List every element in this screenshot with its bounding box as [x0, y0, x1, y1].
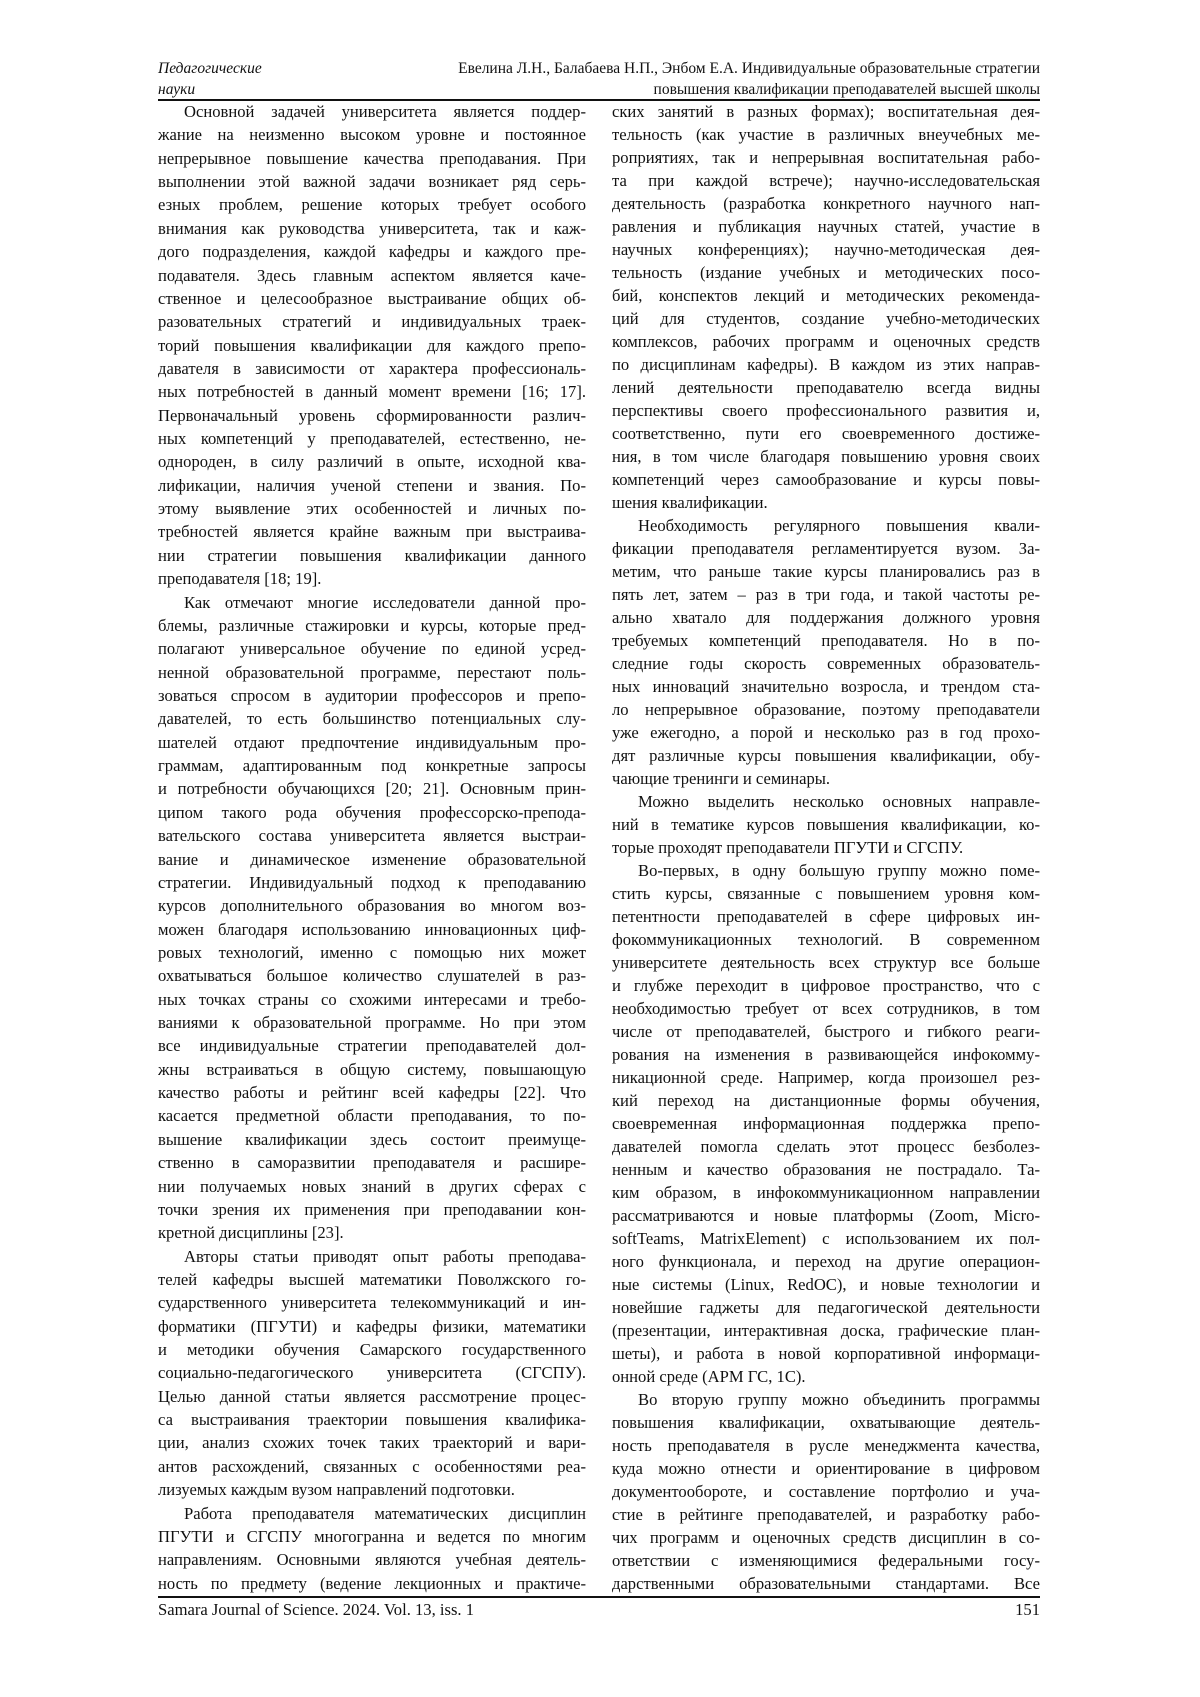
paragraph-line: ственное и целесообразное выстраивание общих об- — [158, 288, 586, 310]
text-column-left — [158, 101, 586, 1595]
paragraph-line: шеты), и работа в новой корпоративной информаци- — [612, 1343, 1040, 1365]
paragraph-line: роприятиях, так и непрерывная воспитательная рабо- — [612, 147, 1040, 169]
paragraph-line: давателя в зависимости от характера профессиональ- — [158, 358, 586, 380]
paragraph-line: новейшие гаджеты для педагогической деятельности — [612, 1297, 1040, 1319]
paragraph-line: университете деятельность всех структур все больше — [612, 952, 1040, 974]
running-header-article — [458, 58, 1040, 100]
paragraph-line: лификации, наличия ученой степени и звания. По- — [158, 475, 586, 497]
paragraph-line: фокоммуникационных технологий. В современном — [612, 929, 1040, 951]
paragraph-line: ло непрерывное образование, поэтому преподаватели — [612, 699, 1040, 721]
paragraph-line: по дисциплинам кафедры). В каждом из этих направ- — [612, 354, 1040, 376]
paragraph-line: и методики обучения Самарского государственного — [158, 1339, 586, 1361]
paragraph-line: петентности преподавателей в сфере цифровых ин- — [612, 906, 1040, 928]
paragraph-line: ПГУТИ и СГСПУ многогранна и ведется по многим — [158, 1526, 586, 1548]
paragraph-line: вышение квалификации здесь состоит преимуще- — [158, 1129, 586, 1151]
paragraph-line: необходимостью требует от всех сотрудников, в том — [612, 998, 1040, 1020]
paragraph-line: фикации преподавателя регламентируется вузом. За- — [612, 538, 1040, 560]
paragraph-line: преподавателя [18; 19]. — [158, 568, 586, 590]
paragraph-line: ных инноваций значительно возросла, и трендом ста- — [612, 676, 1040, 698]
paragraph-line: ных точках страны со схожими интересами и требо- — [158, 989, 586, 1011]
text-column-right — [612, 101, 1040, 1595]
paragraph-line: и глубже переходит в цифровое пространство, что с — [612, 975, 1040, 997]
paragraph-line: документообороте, и составление портфолио и уча- — [612, 1481, 1040, 1503]
paragraph-line: граммам, адаптированным под конкретные запросы — [158, 755, 586, 777]
paragraph-line: онной среде (АРМ ГС, 1С). — [612, 1366, 1040, 1388]
running-header-section — [158, 58, 262, 100]
paragraph-line: непрерывное повышение качества преподавания. При — [158, 148, 586, 170]
paragraph-line: Основной задачей университета является поддер- — [158, 101, 586, 123]
paragraph-line: вание и динамическое изменение образовательной — [158, 849, 586, 871]
paragraph-line: чих программ и оценочных средств дисциплин в со- — [612, 1527, 1040, 1549]
paragraph-line: охватываться большое количество слушателей в раз- — [158, 965, 586, 987]
paragraph-line: этому выявление этих особенностей и личных по- — [158, 498, 586, 520]
paragraph-line: Целью данной статьи является рассмотрение процес- — [158, 1386, 586, 1408]
paragraph-line: стить курсы, связанные с повышением уровня ком- — [612, 883, 1040, 905]
paragraph-line: ваниями к образовательной программе. Но при этом — [158, 1012, 586, 1034]
paragraph-line: ственно в саморазвитии преподавателя и расшире- — [158, 1152, 586, 1174]
paragraph-line: ные системы (Linux, RedOC), и новые технологии и — [612, 1274, 1040, 1296]
paragraph-line: дого подразделения, каждой кафедры и каждого пре- — [158, 241, 586, 263]
paragraph-line: шателей отдают предпочтение индивидуальным про- — [158, 732, 586, 754]
paragraph-line: са выстраивания траектории повышения квалифика- — [158, 1409, 586, 1431]
paragraph-line: ципом такого рода обучения профессорско-препода- — [158, 802, 586, 824]
page-number: 151 — [1015, 1600, 1040, 1620]
paragraph-line: дарственными образовательными стандартами. Все — [612, 1573, 1040, 1595]
journal-citation: Samara Journal of Science. 2024. Vol. 13, iss. 1 — [158, 1600, 474, 1620]
paragraph-line: Работа преподавателя математических дисциплин — [158, 1503, 586, 1525]
paragraph-line: ных компетенций у преподавателей, естественно, не- — [158, 428, 586, 450]
paragraph-line: ции, анализ схожих точек таких траекторий и вари- — [158, 1432, 586, 1454]
paragraph-line: лизуемых каждым вузом направлений подготовки. — [158, 1479, 586, 1501]
paragraph-line: метим, что раньше такие курсы планировались раз в — [612, 561, 1040, 583]
paragraph-line: можен благодаря использованию инновационных циф- — [158, 919, 586, 941]
paragraph-line: Во вторую группу можно объединить программы — [612, 1389, 1040, 1411]
paragraph-line: кретной дисциплины [23]. — [158, 1222, 586, 1244]
paragraph-line: форматики (ПГУТИ) и кафедры физики, математики — [158, 1316, 586, 1338]
paragraph-line: равления и публикация научных статей, участие в — [612, 216, 1040, 238]
paragraph-line: подавателя. Здесь главным аспектом является каче- — [158, 265, 586, 287]
paragraph-line: компетенций через самообразование и курсы повы- — [612, 469, 1040, 491]
paragraph-line: стратегии. Индивидуальный подход к преподаванию — [158, 872, 586, 894]
paragraph-line: ально хватало для поддержания должного уровня — [612, 607, 1040, 629]
paragraph-line: сударственного университета телекоммуникаций и ин- — [158, 1292, 586, 1314]
paragraph-line: требностей является крайне важным при выстраива- — [158, 521, 586, 543]
paragraph-line: числе от преподавателей, быстрого и гибкого реаги- — [612, 1021, 1040, 1043]
paragraph-line: рования на изменения в развивающейся инфокомму- — [612, 1044, 1040, 1066]
paragraph-line: касается предметной области преподавания, то по- — [158, 1105, 586, 1127]
paragraph-line: деятельность (разработка конкретного научного нап- — [612, 193, 1040, 215]
paragraph-line: softTeams, MatrixElement) с использованием их пол- — [612, 1228, 1040, 1250]
paragraph-line: телей кафедры высшей математики Поволжского го- — [158, 1269, 586, 1291]
paragraph-line: однороден, в силу различий в опыте, исходной ква- — [158, 451, 586, 473]
paragraph-line: соответственно, пути его своевременного достиже- — [612, 423, 1040, 445]
paragraph-line: блемы, различные стажировки и курсы, которые пред- — [158, 615, 586, 637]
paragraph-line: и потребности обучающихся [20; 21]. Основным прин- — [158, 778, 586, 800]
paragraph-line: все индивидуальные стратегии преподавателей дол- — [158, 1035, 586, 1057]
paragraph-line: Можно выделить несколько основных направле- — [612, 791, 1040, 813]
paragraph-line: своевременная информационная поддержка препо- — [612, 1113, 1040, 1135]
paragraph-line: ного функционала, и переход на другие операцион- — [612, 1251, 1040, 1273]
paragraph-line: жны встраиваться в общую систему, повышающую — [158, 1059, 586, 1081]
paragraph-line: ных потребностей в данный момент времени [16; 17]. — [158, 381, 586, 403]
paragraph-line: ских занятий в разных формах); воспитательная дея- — [612, 101, 1040, 123]
paragraph-line: вательского состава университета является выстраи- — [158, 825, 586, 847]
paragraph-line: нии стратегии повышения квалификации данного — [158, 545, 586, 567]
paragraph-line: антов расхождений, связанных с особенностями реа- — [158, 1456, 586, 1478]
paragraph-line: зоваться спросом в аудитории профессоров и препо- — [158, 685, 586, 707]
paragraph-line: ким образом, в инфокоммуникационном направлении — [612, 1182, 1040, 1204]
paragraph-line: направлениям. Основными являются учебная деятель- — [158, 1549, 586, 1571]
paragraph-line: куда можно отнести и ориентирование в цифровом — [612, 1458, 1040, 1480]
paragraph-line: нии получаемых новых знаний в других сферах с — [158, 1176, 586, 1198]
paragraph-line: уже ежегодно, а порой и несколько раз в год прохо- — [612, 722, 1040, 744]
paragraph-line: никационной среде. Например, когда произошел рез- — [612, 1067, 1040, 1089]
paragraph-line: ций для студентов, создание учебно-методических — [612, 308, 1040, 330]
paragraph-line: Авторы статьи приводят опыт работы преподава- — [158, 1246, 586, 1268]
paragraph-line: социально-педагогического университета (СГСПУ). — [158, 1362, 586, 1384]
paragraph-line: ответствии с изменяющимися федеральными госу- — [612, 1550, 1040, 1572]
paragraph-line: торий повышения квалификации для каждого препо- — [158, 335, 586, 357]
paragraph-line: ния, в том числе благодаря повышению уровня своих — [612, 446, 1040, 468]
paragraph-line: качество работы и рейтинг всей кафедры [22]. Что — [158, 1082, 586, 1104]
article-title-line: Евелина Л.Н., Балабаева Н.П., Энбом Е.А. Индивидуальные образовательные стратегии — [458, 58, 1040, 79]
paragraph-line: шения квалификации. — [612, 492, 1040, 514]
paragraph-line: тельность (как участие в различных внеучебных ме- — [612, 124, 1040, 146]
paragraph-line: научных конференциях); научно-методическая дея- — [612, 239, 1040, 261]
paragraph-line: дят различные курсы повышения квалификации, обу- — [612, 745, 1040, 767]
paragraph-line: давателей помогла сделать этот процесс безболез- — [612, 1136, 1040, 1158]
paragraph-line: торые проходят преподаватели ПГУТИ и СГСПУ. — [612, 837, 1040, 859]
paragraph-line: повышения квалификации, охватывающие деятель- — [612, 1412, 1040, 1434]
paragraph-line: Как отмечают многие исследователи данной про- — [158, 592, 586, 614]
article-title-line: повышения квалификации преподавателей высшей школы — [458, 79, 1040, 100]
paragraph-line: курсов дополнительного образования во многом воз- — [158, 895, 586, 917]
paragraph-line: Необходимость регулярного повышения квали- — [612, 515, 1040, 537]
paragraph-line: разовательных стратегий и индивидуальных траек- — [158, 311, 586, 333]
paragraph-line: жание на неизменно высоком уровне и постоянное — [158, 124, 586, 146]
paragraph-line: езных проблем, решение которых требует особого — [158, 194, 586, 216]
paragraph-line: комплексов, рабочих программ и оценочных средств — [612, 331, 1040, 353]
paragraph-line: перспективы своего профессионального развития и, — [612, 400, 1040, 422]
paragraph-line: давателей, то есть большинство потенциальных слу- — [158, 708, 586, 730]
paragraph-line: ность преподавателя в русле менеджмента качества, — [612, 1435, 1040, 1457]
paragraph-line: Во-первых, в одну большую группу можно поме- — [612, 860, 1040, 882]
paragraph-line: ность по предмету (ведение лекционных и практиче- — [158, 1573, 586, 1595]
section-line: науки — [158, 79, 262, 100]
paragraph-line: бий, конспектов лекций и методических рекоменда- — [612, 285, 1040, 307]
paragraph-line: следние годы скорость современных образователь- — [612, 653, 1040, 675]
paragraph-line: ненной образовательной программе, перестают поль- — [158, 662, 586, 684]
paragraph-line: полагают универсальное обучение по единой усред- — [158, 638, 586, 660]
section-line: Педагогические — [158, 58, 262, 79]
paragraph-line: (презентации, интерактивная доска, графические план- — [612, 1320, 1040, 1342]
paragraph-line: та при каждой встрече); научно-исследовательская — [612, 170, 1040, 192]
paragraph-line: ний в тематике курсов повышения квалификации, ко- — [612, 814, 1040, 836]
paragraph-line: чающие тренинги и семинары. — [612, 768, 1040, 790]
paragraph-line: рассматриваются и новые платформы (Zoom, Micro- — [612, 1205, 1040, 1227]
paragraph-line: Первоначальный уровень сформированности различ- — [158, 405, 586, 427]
paragraph-line: точки зрения их применения при преподавании кон- — [158, 1199, 586, 1221]
paragraph-line: лений деятельности преподавателю всегда видны — [612, 377, 1040, 399]
paragraph-line: тельность (издание учебных и методических посо- — [612, 262, 1040, 284]
paragraph-line: выполнении этой важной задачи возникает ряд серь- — [158, 171, 586, 193]
paragraph-line: стие в рейтинге преподавателей, и разработку рабо- — [612, 1504, 1040, 1526]
paragraph-line: требуемых компетенций преподавателя. Но в по- — [612, 630, 1040, 652]
paragraph-line: ненным и качество образования не пострадало. Та- — [612, 1159, 1040, 1181]
paragraph-line: пять лет, затем – раз в три года, и такой частоты ре- — [612, 584, 1040, 606]
paragraph-line: внимания как руководства университета, так и каж- — [158, 218, 586, 240]
paragraph-line: кий переход на дистанционные формы обучения, — [612, 1090, 1040, 1112]
footer-rule — [158, 1596, 1040, 1598]
paragraph-line: ровых технологий, именно с помощью них может — [158, 942, 586, 964]
